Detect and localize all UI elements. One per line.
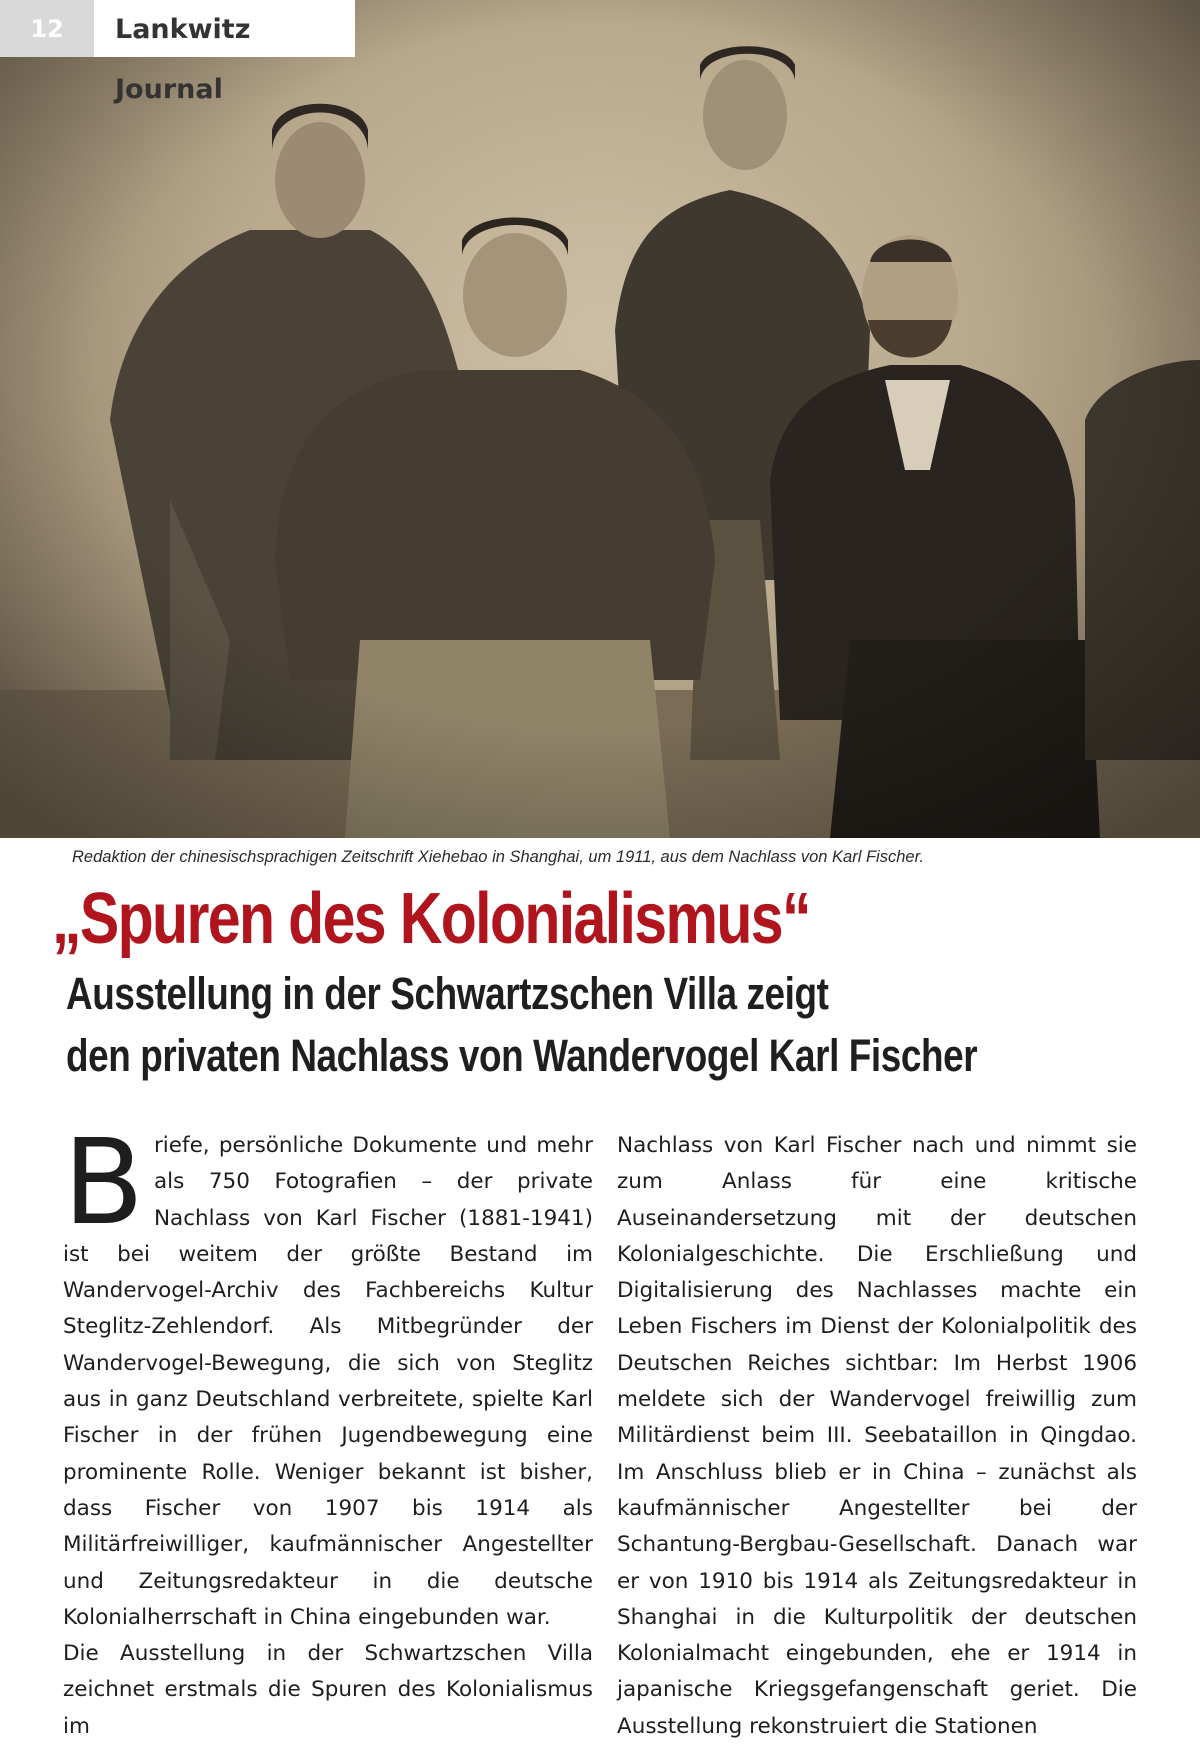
drop-cap: B: [63, 1113, 144, 1251]
article-paragraph-2: Die Ausstellung in der Schwartzschen Villa zeichnet erstmals die Spuren des Kolonialismus im: [63, 1641, 593, 1739]
article-column-right: [617, 1128, 1137, 1745]
article-paragraph-right: Nachlass von Karl Fischer nach und nimmt sie zum Anlass für eine kritische Auseinandersetzung mit der deutschen Kolonialgeschichte. Die Erschließung und Digitalisierung des Nachlasses machte ein Leben Fischers im Dienst der Kolonialpolitik des Deutschen Reiches sichtbar: Im Herbst 1906 meldete sich der Wandervogel freiwillig zum Militärdienst beim III. Seebataillon in Qingdao. Im Anschluss blieb er in China – zunächst als kaufmännischer Angestellter bei der Schantung-Bergbau-Gesellschaft. Danach war er von 1910 bis 1914 als Zeitungsredakteur in Shanghai in die Kulturpolitik der deutschen Kolonialmacht eingebunden, ehe er 1914 in japanische Kriegsgefangenschaft geriet. Die Ausstellung rekonstruiert die Stationen: [617, 1133, 1137, 1739]
article-column-left: [63, 1113, 593, 1745]
page-number: 12: [0, 0, 94, 57]
photo-caption: Redaktion der chinesischsprachigen Zeitschrift Xiehebao in Shanghai, um 1911, aus dem Nachlass von Karl Fischer.: [72, 848, 925, 866]
article-subtitle-line-1: Ausstellung in der Schwartzschen Villa zeigt: [66, 968, 829, 1019]
photo-illustration: [0, 0, 1200, 838]
article-title: „Spuren des Kolonialismus“: [52, 879, 810, 959]
page-header: [0, 0, 355, 105]
article-paragraph: [63, 1113, 593, 1636]
paragraph-text: riefe, persönliche Dokumente und mehr als 750 Fotografien – der private Nachlass von Karl Fischer (1881-1941) ist bei weitem der größte Bestand im Wandervogel-Archiv des Fachbereichs Kultur Steglitz-Zehlendorf. Als Mitbegründer der Wandervogel-Bewegung, die sich von Steglitz aus in ganz Deutschland verbreitete, spielte Karl Fischer in der frühen Jugendbewegung eine prominente Rolle. Weniger bekannt ist bisher, dass Fischer von 1907 bis 1914 als Militärfreiwilliger, kaufmännischer Angestellter und Zeitungsredakteur in die deutsche Kolonialherrschaft in China eingebunden war.: [63, 1133, 593, 1630]
journal-title: Lankwitz Journal: [115, 14, 251, 105]
historical-group-photo: [0, 0, 1200, 838]
article-subtitle-line-2: den privaten Nachlass von Wandervogel Karl Fischer: [66, 1030, 978, 1081]
